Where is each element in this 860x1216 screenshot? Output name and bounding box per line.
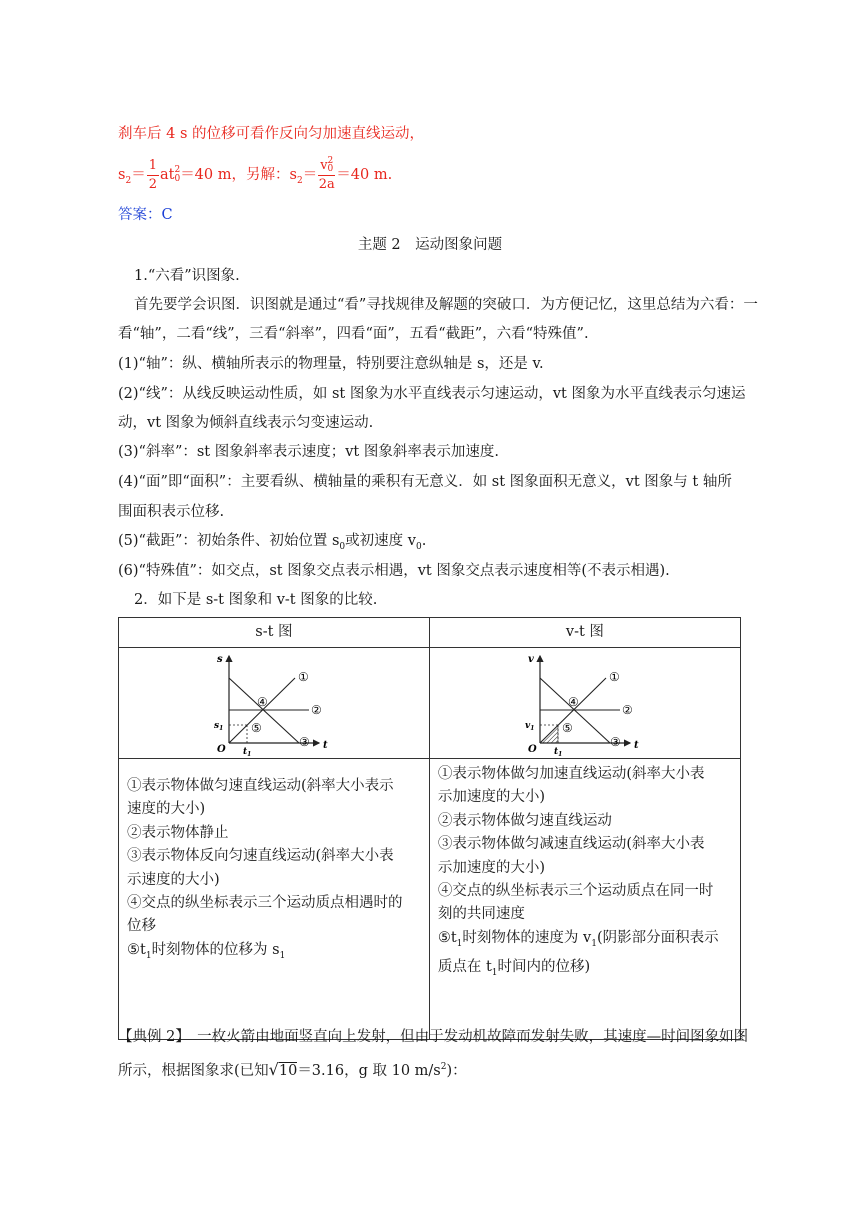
st-desc-line: ③表示物体反向匀速直线运动(斜率大小表 <box>127 848 394 865</box>
st-label-1: ① <box>297 670 309 684</box>
st-desc-line: ④交点的纵坐标表示三个运动质点相遇时的 <box>127 895 403 912</box>
vt-t1-label: $t_1$ <box>553 747 563 758</box>
vt-label-1: ① <box>608 670 620 684</box>
vt-label-4: ④ <box>567 695 579 709</box>
vt-desc-line: $⑤t_1$时刻物体的速度为 $v_1$(阴影部分面积表示 <box>437 929 719 949</box>
vt-desc-line: 刻的共同速度 <box>437 906 525 923</box>
vt-desc-line: 质点在 $t_1$时间内的位移) <box>437 959 591 979</box>
item-special-value: (6)“特殊值”：如交点，st 图象交点表示相遇，vt 图象交点表示速度相等(不表示相遇). <box>118 563 670 579</box>
vt-desc-line: 示加速度的大小) <box>437 859 546 876</box>
comparison-table <box>118 617 741 1040</box>
brake-displacement-line: 刹车后 4 s 的位移可看作反向匀加速直线运动， <box>118 126 424 142</box>
vt-origin: O <box>527 744 537 755</box>
example-2-line-2: 所示，根据图象求(已知√10＝3.16，g 取 10 $m/s^2$)： <box>118 1059 467 1079</box>
st-desc-line: ②表示物体静止 <box>127 824 229 841</box>
st-description-cell <box>119 759 430 1040</box>
st-desc-line: ①表示物体做匀速直线运动(斜率大小表示 <box>127 778 394 794</box>
fraction-half: $\frac{1}{2}$ <box>148 157 157 192</box>
st-desc-line: 示速度的大小) <box>127 871 220 888</box>
st-y-label: s <box>216 654 223 665</box>
st-s1-label: $s_1$ <box>213 721 224 732</box>
st-x-label: t <box>322 740 328 751</box>
st-desc-line: $⑤t_1$时刻物体的位移为 $s_1$ <box>127 941 286 961</box>
vt-desc-line: ④交点的纵坐标表示三个运动质点在同一时 <box>437 883 714 900</box>
st-t1-label: $t_1$ <box>242 747 252 758</box>
item-area-2: 围面积表示位移. <box>118 504 225 520</box>
st-label-4: ④ <box>256 695 268 709</box>
vt-desc-line: 示加速度的大小) <box>437 789 546 806</box>
vt-x-label: t <box>633 740 639 751</box>
paragraph-intro-1: 首先要学会识图．识图就是通过“看”寻找规律及解题的突破口．为方便记忆，这里总结为六看：一 <box>134 297 758 313</box>
vt-description-cell <box>429 759 740 1040</box>
vt-label-3: ③ <box>609 735 621 749</box>
vt-y-label: v <box>527 654 534 665</box>
st-desc-line: 位移 <box>127 918 156 935</box>
vt-label-5: ⑤ <box>561 721 573 735</box>
point-1-heading: 1.“六看”识图象. <box>134 268 240 284</box>
vt-desc-line: ②表示物体做匀速直线运动 <box>437 812 612 829</box>
st-header: s-t 图 <box>119 618 430 648</box>
st-graph-cell <box>119 648 430 759</box>
displacement-equation: $s_2=$ $\frac{1}{2}$ at 2 0 ＝40 m，另解：$s_2=$ v 2 0 2a ＝40 m. <box>118 156 393 192</box>
vt-header: v-t 图 <box>429 618 740 648</box>
item-line-2: 动，vt 图象为倾斜直线表示匀变速运动. <box>118 415 374 431</box>
st-label-2: ② <box>310 703 322 717</box>
vt-desc-line: ③表示物体做匀减速直线运动(斜率大小表 <box>437 836 705 853</box>
example-2-line-1: 【典例 2】 一枚火箭由地面竖直向上发射，但由于发动机故障而发射失败，其速度—时间图象如图 <box>118 1029 749 1045</box>
vt-graph-cell <box>429 648 740 759</box>
item-slope: (3)“斜率”：st 图象斜率表示速度；vt 图象斜率表示加速度. <box>118 444 499 460</box>
point-2-heading: 2．如下是 s-t 图象和 v-t 图象的比较. <box>134 592 378 608</box>
vt-desc-line: ①表示物体做匀加速直线运动(斜率大小表 <box>437 766 705 782</box>
item-intercept: (5)“截距”：初始条件、初始位置 $s_0$或初速度 $v_0$. <box>118 533 427 552</box>
section-title: 主题 2 运动图象问题 <box>357 237 503 253</box>
st-graph <box>199 648 349 758</box>
st-desc-line: 速度的大小) <box>127 801 206 818</box>
example-tag: 【典例 2】 <box>118 1029 183 1045</box>
st-label-3: ③ <box>298 735 310 749</box>
item-axis: (1)“轴”：纵、横轴所表示的物理量，特别要注意纵轴是 s，还是 v. <box>118 356 544 372</box>
st-origin: O <box>216 744 226 755</box>
sqrt-symbol: √ <box>268 1059 279 1079</box>
paragraph-intro-2: 看“轴”，二看“线”，三看“斜率”，四看“面”，五看“截距”，六看“特殊值”. <box>118 326 589 342</box>
vt-v1-label: $v_1$ <box>524 721 535 732</box>
answer-label: 答案：C <box>118 207 173 223</box>
vt-label-2: ② <box>621 703 633 717</box>
st-label-5: ⑤ <box>250 721 262 735</box>
vt-graph <box>510 648 660 758</box>
item-line-1: (2)“线”：从线反映运动性质，如 st 图象为水平直线表示匀速运动，vt 图象为水平直线表示匀速运 <box>118 386 746 402</box>
fraction-v0sq-2a: v 2 0 2a <box>318 156 335 192</box>
item-area-1: (4)“面”即“面积”：主要看纵、横轴量的乘积有无意义．如 st 图象面积无意义，vt 图象与 t 轴所 <box>118 474 732 490</box>
